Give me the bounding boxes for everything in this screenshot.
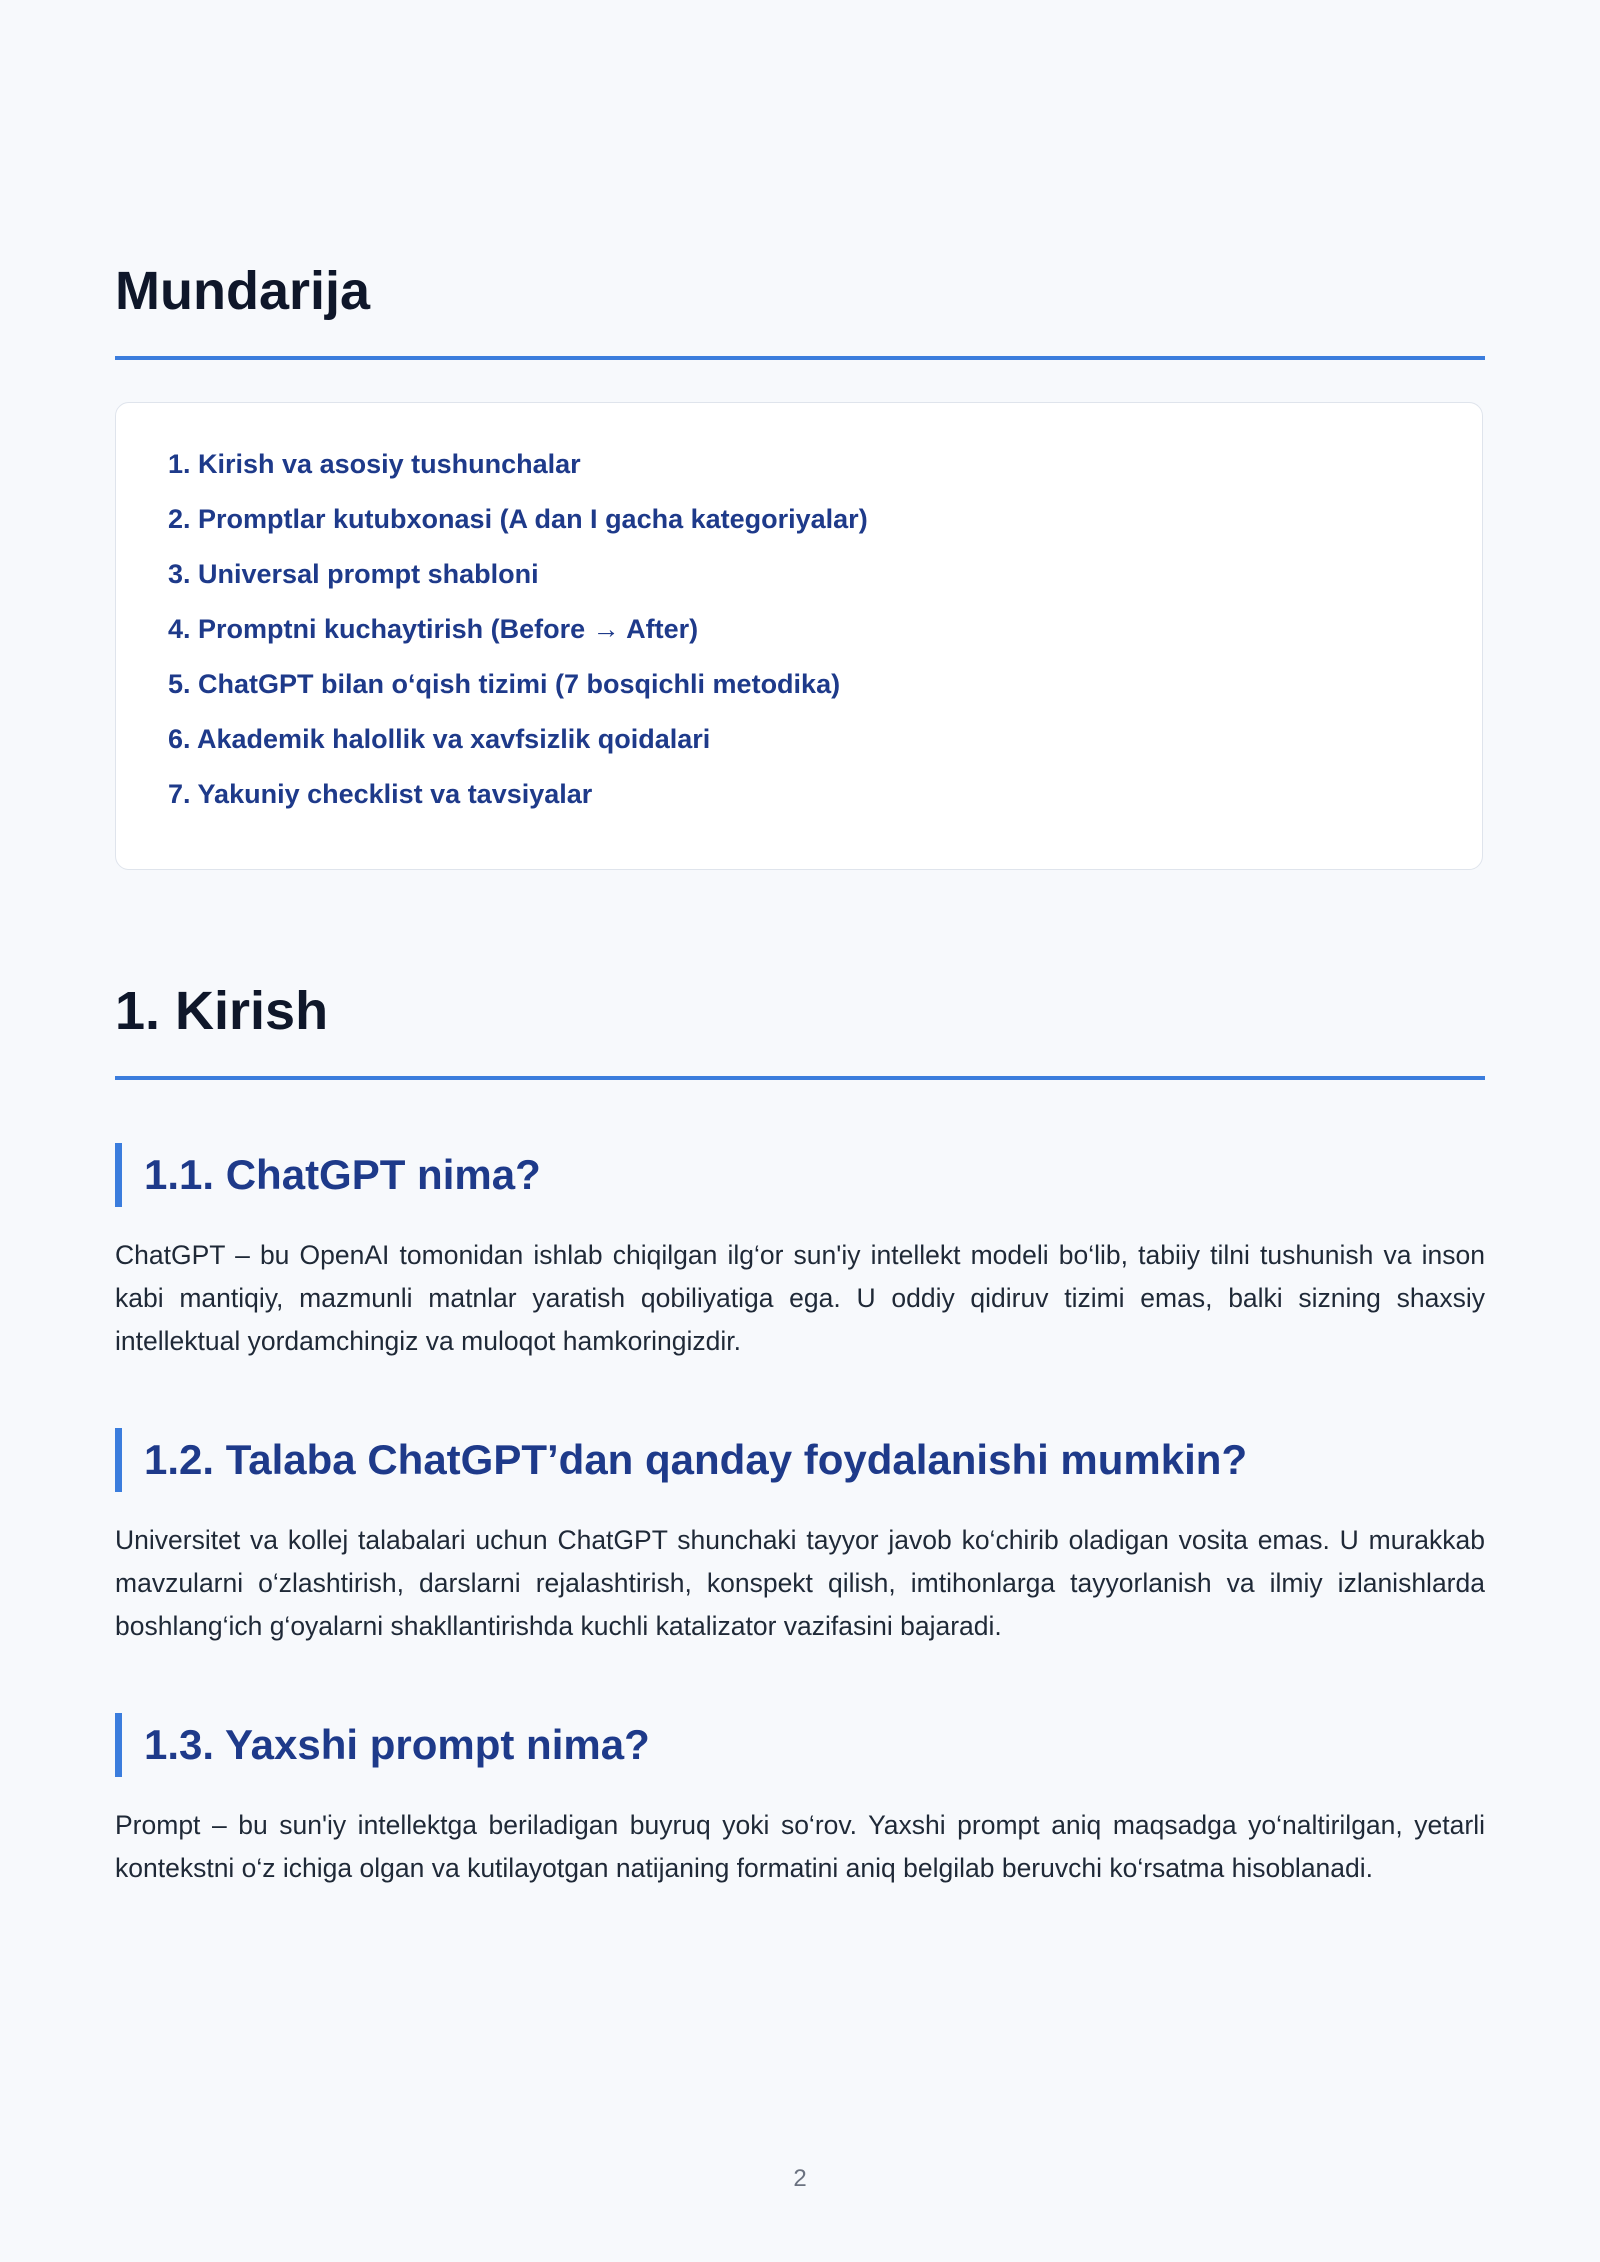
toc-item-oqish-tizimi[interactable]: 5. ChatGPT bilan o‘qish tizimi (7 bosqichli metodika) — [168, 669, 841, 699]
toc-item-universal-shablon[interactable]: 3. Universal prompt shabloni — [168, 559, 539, 589]
section-title-rule — [115, 1076, 1485, 1080]
table-of-contents — [115, 402, 1483, 870]
toc-item-yakuniy-checklist[interactable]: 7. Yakuniy checklist va tavsiyalar — [168, 779, 593, 809]
subsection-heading: 1.3. Yaxshi prompt nima? — [115, 1713, 1485, 1777]
subsection-paragraph: ChatGPT – bu OpenAI tomonidan ishlab chiqilgan ilg‘or sun'iy intellekt modeli bo‘lib, tabiiy tilni tushunish va inson kabi mantiqiy, mazmunli matnlar yaratish qobiliyatiga ega. U oddiy qidiruv tizimi emas, balki sizning shaxsiy intellektual yordamchingiz va muloqot hamkoringizdir. — [115, 1240, 1485, 1356]
toc-title-rule — [115, 356, 1485, 360]
toc-title: Mundarija — [115, 261, 371, 321]
subsection-paragraph: Prompt – bu sun'iy intellektga beriladigan buyruq yoki so‘rov. Yaxshi prompt aniq maqsadga yo‘naltirilgan, yetarli kontekstni o‘z ichiga olgan va kutilayotgan natijaning formatini aniq belgilab beruvchi ko‘rsatma hisoblanadi. — [115, 1810, 1485, 1883]
toc-list — [116, 403, 1482, 831]
subsection-heading: 1.2. Talaba ChatGPT’dan qanday foydalanishi mumkin? — [115, 1428, 1485, 1492]
subsection-paragraph: Universitet va kollej talabalari uchun ChatGPT shunchaki tayyor javob ko‘chirib oladigan vosita emas. U murakkab mavzularni o‘zlashtirish, darslarni rejalashtirish, konspekt qilish, imtihonlarga tayyorlanish va ilmiy izlanishlarda boshlang‘ich g‘oyalarni shakllantirishda kuchli katalizator vazifasini bajaradi. — [115, 1525, 1485, 1641]
toc-item-kirish[interactable]: 1. Kirish va asosiy tushunchalar — [168, 449, 581, 479]
toc-item-akademik-halollik[interactable]: 6. Akademik halollik va xavfsizlik qoidalari — [168, 724, 711, 754]
toc-item-promptni-kuchaytirish[interactable]: 4. Promptni kuchaytirish (Before → After) — [168, 614, 699, 644]
toc-item-promptlar-kutubxonasi[interactable]: 2. Promptlar kutubxonasi (A dan I gacha kategoriyalar) — [168, 504, 868, 534]
page-number: 2 — [793, 2165, 807, 2192]
subsection-heading: 1.1. ChatGPT nima? — [115, 1143, 1485, 1207]
section-title: 1. Kirish — [115, 981, 329, 1041]
